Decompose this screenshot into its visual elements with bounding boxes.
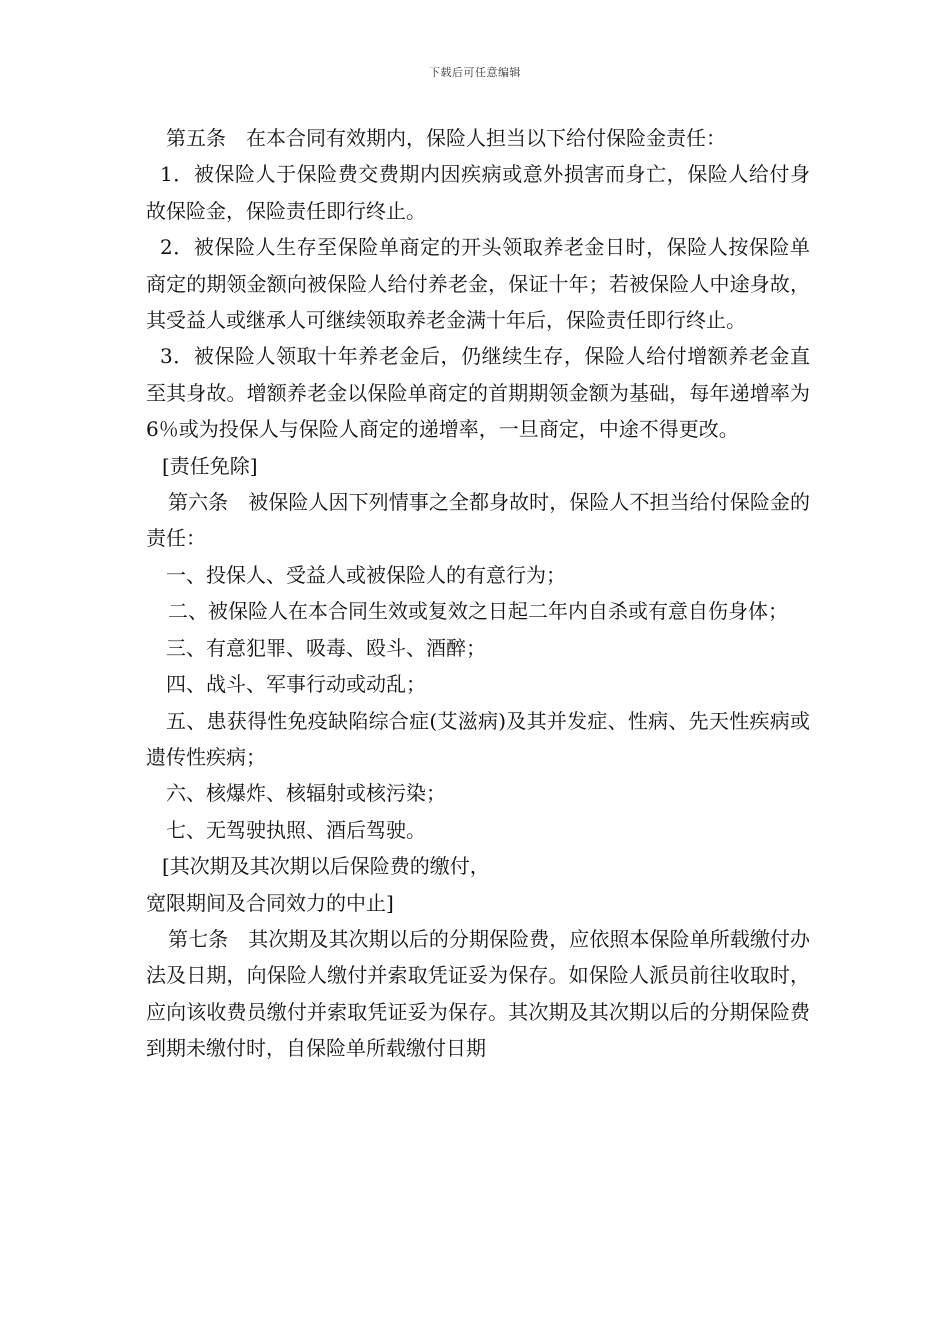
section-heading-premium-line-2: 宽限期间及合同效力的中止]: [146, 890, 394, 915]
article-5-intro: 第五条 在本合同有效期内，保险人担当以下给付保险金责任：: [166, 126, 726, 150]
article-6-intro: 第六条 被保险人因下列情事之全都身故时，保险人不担当给付保险金的责任：: [146, 490, 810, 551]
article-6-item-7: 七、无驾驶执照、酒后驾驶。: [166, 817, 426, 842]
article-7-text: 第七条 其次期及其次期以后的分期保险费，应依照本保险单所载缴付办法及日期，向保险人缴付并索取凭证妥为保存。如保险人派员前往收取时，应向该收费员缴付并索取凭证妥为保存。其次期及其次期以后的分期保险费到期未缴付时，自保险单所载缴付日期: [146, 926, 810, 1061]
article-6-item-1: 一、投保人、受益人或被保险人的有意行为；: [166, 562, 566, 587]
article-6-item-2: 二、被保险人在本合同生效或复效之日起二年内自杀或有意自伤身体；: [168, 599, 788, 624]
article-5-item-1: 1．被保险人于保险费交费期内因疾病或意外损害而身亡，保险人给付身故保险金，保险责任即行终止。: [146, 162, 810, 223]
section-heading-premium-line-1: [其次期及其次期以后保险费的缴付，: [162, 854, 490, 879]
document-body: [146, 120, 810, 1067]
article-5-item-2: 2．被保险人生存至保险单商定的开头领取养老金日时，保险人按保险单商定的期领金额向被保险人给付养老金，保证十年；若被保险人中途身故，其受益人或继承人可继续领取养老金满十年后，保险责任即行终止。: [146, 235, 810, 333]
article-6-item-4: 四、战斗、军事行动或动乱；: [166, 672, 426, 697]
article-6-item-5: 五、患获得性免疫缺陷综合症(艾滋病)及其并发症、性病、先天性疾病或遗传性疾病；: [146, 708, 810, 769]
article-6-item-3: 三、有意犯罪、吸毒、殴斗、酒醉；: [166, 635, 486, 660]
section-heading-exclusions: [责任免除]: [162, 453, 258, 478]
article-6-item-6: 六、核爆炸、核辐射或核污染；: [166, 781, 446, 806]
page-header: 下载后可任意编辑: [429, 66, 521, 79]
article-5-item-3: 3．被保险人领取十年养老金后，仍继续生存，保险人给付增额养老金直至其身故。增额养老金以保险单商定的首期期领金额为基础，每年递增率为6％或为投保人与保险人商定的递增率，一旦商定，中途不得更改。: [146, 344, 810, 442]
